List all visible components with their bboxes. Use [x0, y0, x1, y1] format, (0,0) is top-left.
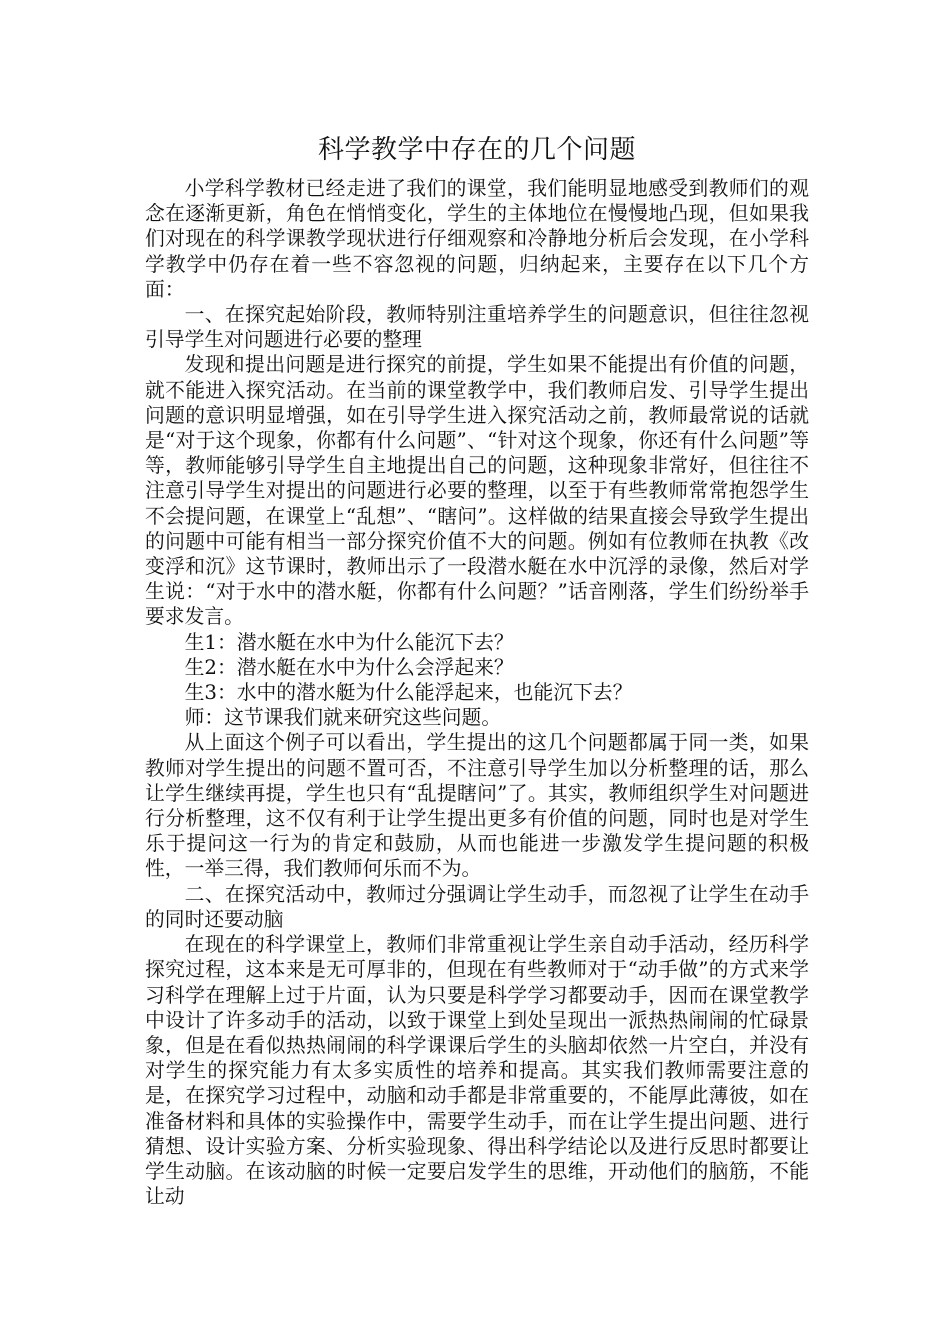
paragraph-analysis: 从上面这个例子可以看出，学生提出的这几个问题都属于同一类，如果教师对学生提出的问题不置可否，不注意引导学生加以分析整理的话，那么让学生继续再提，学生也只有“乱提瞎问”了。其实，教师组织学生对问题进行分析整理，这不仅有利于让学生提出更多有价值的问题，同时也是对学生乐于提问这一行为的肯定和鼓励，从而也能进一步激发学生提问题的积极性，一举三得，我们教师何乐而不为。	[145, 731, 809, 881]
section-heading-1: 一、在探究起始阶段，教师特别注重培养学生的问题意识，但往往忽视引导学生对问题进行必要的整理	[145, 303, 809, 352]
section-heading-2: 二、在探究活动中，教师过分强调让学生动手，而忽视了让学生在动手的同时还要动脑	[145, 882, 809, 931]
document-body	[145, 128, 809, 1209]
paragraph-intro: 小学科学教材已经走进了我们的课堂，我们能明显地感受到教师们的观念在逐渐更新，角色在悄悄变化，学生的主体地位在慢慢地凸现，但如果我们对现在的科学课教学现状进行仔细观察和冷静地分析后会发现，在小学科学教学中仍存在着一些不容忽视的问题，归纳起来，主要存在以下几个方面：	[145, 177, 809, 301]
dialogue-line-teacher: 师：这节课我们就来研究这些问题。	[184, 706, 502, 730]
paragraph-section-1: 发现和提出问题是进行探究的前提，学生如果不能提出有价值的问题，就不能进入探究活动。在当前的课堂教学中，我们教师启发、引导学生提出问题的意识明显增强，如在引导学生进入探究活动之前，教师最常说的话就是“对于这个现象，你都有什么问题”、“针对这个现象，你还有什么问题”等等，教师能够引导学生自主地提出自己的问题，这种现象非常好，但往往不注意引导学生对提出的问题进行必要的整理，以至于有些教师常常抱怨学生不会提问题，在课堂上“乱想”、“瞎问”。这样做的结果直接会导致学生提出的问题中可能有相当一部分探究价值不大的问题。例如有位教师在执教《改变浮和沉》这节课时，教师出示了一段潜水艇在水中沉浮的录像，然后对学生说：“对于水中的潜水艇，你都有什么问题？”话音刚落，学生们纷纷举手要求发言。	[145, 353, 809, 629]
dialogue-line-student-1: 生1：潜水艇在水中为什么能沉下去？	[184, 630, 514, 654]
dialogue-line-student-3: 生3：水中的潜水艇为什么能浮起来，也能沉下去？	[184, 681, 633, 705]
document-title: 科学教学中存在的几个问题	[317, 135, 636, 165]
paragraph-section-2: 在现在的科学课堂上，教师们非常重视让学生亲自动手活动，经历科学探究过程，这本来是无可厚非的，但现在有些教师对于“动手做”的方式来学习科学在理解上过于片面，认为只要是科学学习都要动手，因而在课堂教学中设计了许多动手的活动，以致于课堂上到处呈现出一派热热闹闹的忙碌景象，但是在看似热热闹闹的科学课课后学生的头脑却依然一片空白，并没有对学生的探究能力有太多实质性的培养和提高。其实我们教师需要注意的是，在探究学习过程中，动脑和动手都是非常重要的，不能厚此薄彼，如在准备材料和具体的实验操作中，需要学生动手，而在让学生提出问题、进行猜想、设计实验方案、分析实验现象、得出科学结论以及进行反思时都要让学生动脑。在该动脑的时候一定要启发学生的思维，开动他们的脑筋，不能让动	[145, 933, 809, 1209]
dialogue-line-student-2: 生2：潜水艇在水中为什么会浮起来？	[184, 655, 514, 679]
